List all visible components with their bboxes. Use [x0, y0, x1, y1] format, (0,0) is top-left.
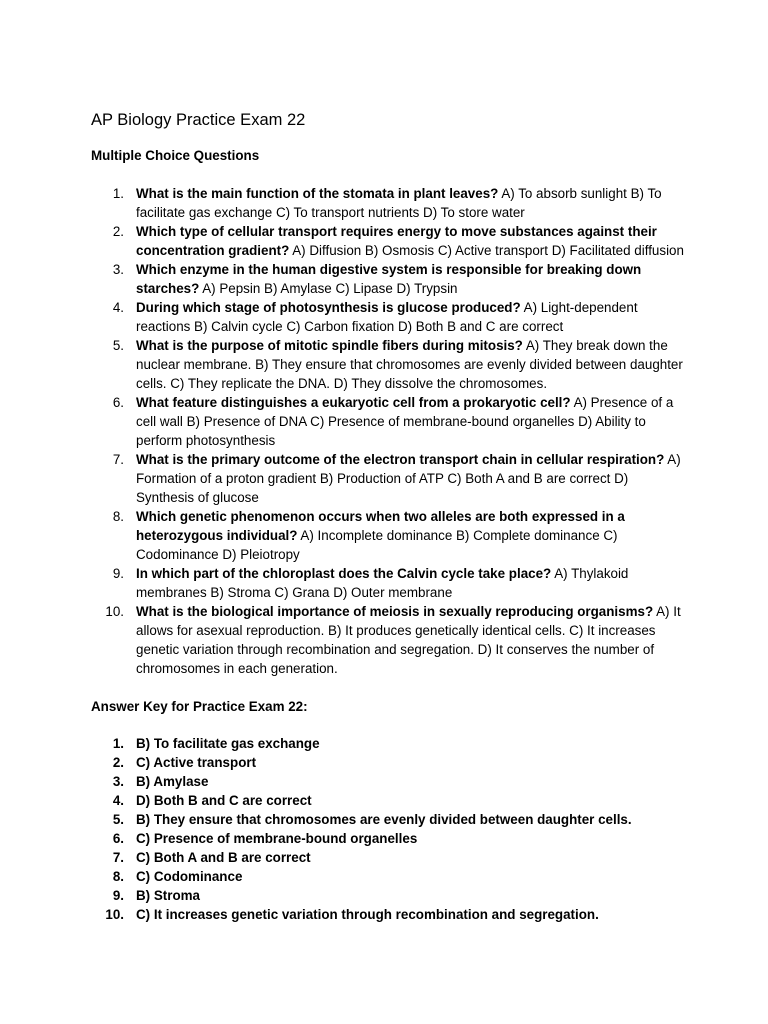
question-number: 5.	[112, 338, 124, 353]
question-text: In which part of the chloroplast does the Calvin cycle take place?	[136, 566, 552, 581]
answer-text: C) Presence of membrane-bound organelles	[136, 831, 418, 846]
answer-number: 8.	[112, 869, 124, 884]
question-options: A) Light-dependent reactions B) Calvin cycle C) Carbon fixation D) Both B and C are correct	[136, 300, 638, 334]
question-options: A) They break down the nuclear membrane. B) They ensure that chromosomes are evenly divided between daughter cells. C) They replicate the DNA. D) They dissolve the chromosomes.	[136, 338, 683, 391]
question-number: 2.	[112, 224, 124, 239]
answer-number: 6.	[112, 831, 124, 846]
question-options: A) Thylakoid membranes B) Stroma C) Grana D) Outer membrane	[136, 566, 629, 600]
page-title: AP Biology Practice Exam 22	[91, 111, 306, 129]
answer-text: C) Both A and B are correct	[136, 850, 311, 865]
answer-text: B) They ensure that chromosomes are evenly divided between daughter cells.	[136, 812, 632, 827]
answer-text: B) To facilitate gas exchange	[136, 736, 320, 751]
answer-number: 9.	[112, 888, 124, 903]
answer-text: C) Active transport	[136, 755, 257, 770]
question-text: What is the purpose of mitotic spindle fibers during mitosis?	[136, 338, 523, 353]
question-number: 7.	[112, 452, 124, 467]
question-item	[91, 564, 688, 602]
question-number: 8.	[112, 509, 124, 524]
answer-number: 7.	[112, 850, 124, 865]
answer-text: B) Stroma	[136, 888, 200, 903]
question-number: 9.	[112, 566, 124, 581]
question-options: A) Presence of a cell wall B) Presence of DNA C) Presence of membrane-bound organelles D) Ability to perform photosynthesis	[136, 395, 674, 448]
question-item	[91, 393, 688, 450]
question-text: Which type of cellular transport requires energy to move substances against their concentration gradient?	[136, 224, 657, 258]
question-number: 6.	[112, 395, 124, 410]
answer-item	[91, 810, 688, 829]
question-item	[91, 298, 688, 336]
answer-item	[91, 829, 688, 848]
question-item	[91, 602, 688, 678]
question-options: A) Diffusion B) Osmosis C) Active transport D) Facilitated diffusion	[289, 243, 684, 258]
question-text: Which genetic phenomenon occurs when two alleles are both expressed in a heterozygous individual?	[136, 509, 625, 543]
question-item	[91, 507, 688, 564]
answer-item	[91, 848, 688, 867]
question-item	[91, 336, 688, 393]
question-number: 1.	[112, 186, 124, 201]
question-text: What is the main function of the stomata in plant leaves?	[136, 186, 499, 201]
answer-text: B) Amylase	[136, 774, 209, 789]
question-number: 10.	[105, 604, 124, 619]
answer-number: 4.	[112, 793, 124, 808]
answer-number: 1.	[112, 736, 124, 751]
answer-list	[91, 734, 688, 924]
question-text: During which stage of photosynthesis is glucose produced?	[136, 300, 521, 315]
answer-item	[91, 867, 688, 886]
question-options: A) To absorb sunlight B) To facilitate gas exchange C) To transport nutrients D) To store water	[136, 186, 662, 220]
question-text: Which enzyme in the human digestive system is responsible for breaking down starches?	[136, 262, 642, 296]
question-number: 3.	[112, 262, 124, 277]
answer-item	[91, 772, 688, 791]
mc-heading: Multiple Choice Questions	[91, 148, 260, 163]
question-item	[91, 184, 688, 222]
question-item	[91, 450, 688, 507]
answer-text: D) Both B and C are correct	[136, 793, 312, 808]
answer-item	[91, 791, 688, 810]
answer-item	[91, 905, 688, 924]
question-options: A) It allows for asexual reproduction. B) It produces genetically identical cells. C) It increases genetic variation through recombination and segregation. D) It conserves the number of chromosomes in each generation.	[136, 604, 681, 676]
answer-text: C) It increases genetic variation through recombination and segregation.	[136, 907, 599, 922]
answer-number: 3.	[112, 774, 124, 789]
answer-item	[91, 753, 688, 772]
question-options: A) Formation of a proton gradient B) Production of ATP C) Both A and B are correct D) Synthesis of glucose	[136, 452, 681, 505]
answer-number: 5.	[112, 812, 124, 827]
question-text: What feature distinguishes a eukaryotic cell from a prokaryotic cell?	[136, 395, 571, 410]
question-item	[91, 222, 688, 260]
answer-number: 10.	[105, 907, 124, 922]
question-item	[91, 260, 688, 298]
question-options: A) Pepsin B) Amylase C) Lipase D) Trypsin	[199, 281, 458, 296]
answer-key-heading: Answer Key for Practice Exam 22:	[91, 699, 308, 714]
question-number: 4.	[112, 300, 124, 315]
question-text: What is the biological importance of meiosis in sexually reproducing organisms?	[136, 604, 654, 619]
question-list	[91, 184, 688, 678]
answer-number: 2.	[112, 755, 124, 770]
answer-text: C) Codominance	[136, 869, 243, 884]
question-text: What is the primary outcome of the electron transport chain in cellular respiration?	[136, 452, 665, 467]
answer-item	[91, 734, 688, 753]
answer-item	[91, 886, 688, 905]
question-options: A) Incomplete dominance B) Complete dominance C) Codominance D) Pleiotropy	[136, 528, 618, 562]
